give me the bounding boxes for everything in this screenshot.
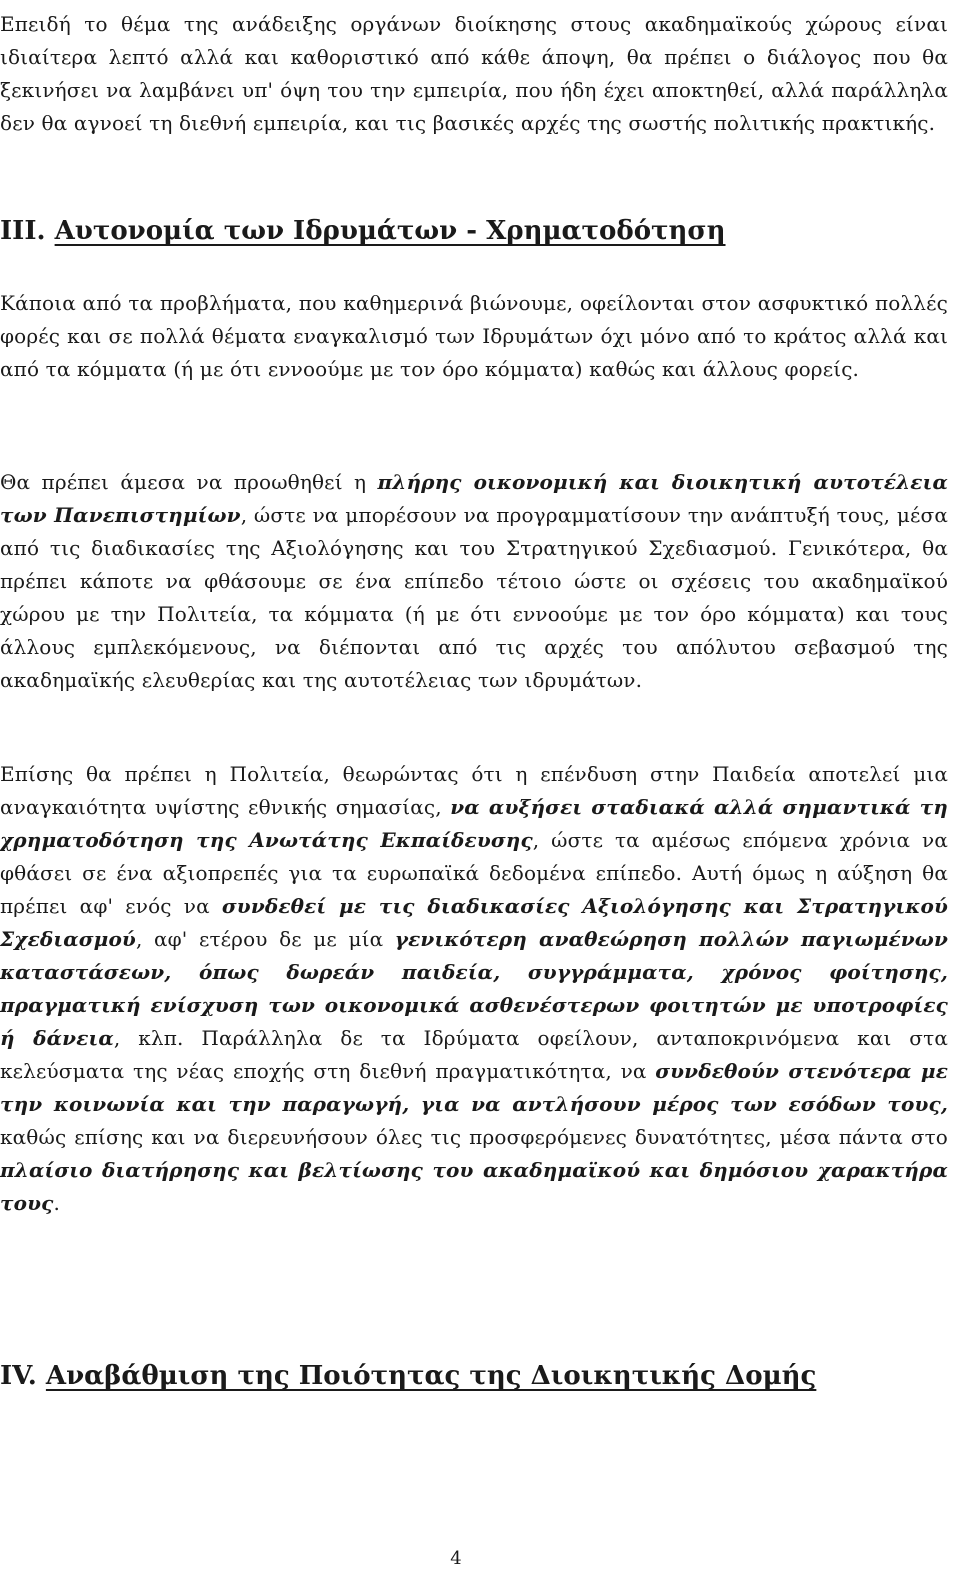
paragraph-text: , αφ' ετέρου δε με μία [135, 927, 395, 951]
paragraph-text: καθώς επίσης και να διερευνήσουν όλες τις προσφερόμενες δυνατότητες, μέσα πάντα στο [0, 1125, 948, 1149]
emphasis-text: πλαίσιο διατήρησης και βελτίωσης του ακαδημαϊκού και δημόσιου χαρακτήρα τους [0, 1158, 948, 1215]
paragraph-text: Θα πρέπει άμεσα να προωθηθεί η [0, 470, 378, 494]
emphasis-text: γενικότερη αναθεώρηση πολλών παγιωμένων καταστάσεων, όπως δωρεάν παιδεία, συγγράμματα, χρόνος φοίτησης, πραγματική ενίσχυση των οικονομικά ασθενέστερων φοιτητών με υποτροφίες ή δάνεια [0, 927, 948, 1050]
section-title: Αυτονομία των Ιδρυμάτων - Χρηματοδότηση [54, 216, 726, 246]
paragraph-text: Κάποια από τα προβλήματα, που καθημερινά βιώνουμε, οφείλονται στον ασφυκτικό πολλές φορές και σε πολλά θέματα εναγκαλισμό των Ιδρυμάτων όχι μόνο από το κράτος αλλά και από τα κόμματα (ή με ότι εννοούμε με τον όρο κόμματα) καθώς και άλλους φορείς. [0, 291, 948, 381]
intro-paragraph [0, 8, 948, 140]
paragraph-text: Επίσης θα πρέπει η Πολιτεία, θεωρώντας ότι η επένδυση στην Παιδεία αποτελεί μια αναγκαιότητα υψίστης εθνικής σημασίας, [0, 762, 948, 819]
emphasis-text: να αυξήσει σταδιακά αλλά σημαντικά τη χρηματοδότηση της Ανωτάτης Εκπαίδευσης [0, 795, 948, 852]
paragraph-interference [0, 287, 948, 386]
section-heading-iv [0, 1359, 816, 1393]
intro-text: Επειδή το θέμα της ανάδειξης οργάνων διοίκησης στους ακαδημαϊκούς χώρους είναι ιδιαίτερα λεπτό αλλά και καθοριστικό από κάθε άποψη, θα πρέπει ο διάλογος που θα ξεκινήσει να λαμβάνει υπ' όψη του την εμπειρία, που ήδη έχει αποκτηθεί, αλλά παράλληλα δεν θα αγνοεί τη διεθνή εμπειρία, και τις βασικές αρχές της σωστής πολιτικής πρακτικής. [0, 12, 948, 135]
paragraph-text: , κλπ. Παράλληλα δε τα Ιδρύματα οφείλουν, ανταποκρινόμενα και στα κελεύσματα της νέας εποχής στη διεθνή πραγματικότητα, να [0, 1026, 948, 1083]
section-title: Αναβάθμιση της Ποιότητας της Διοικητικής Δομής [45, 1361, 817, 1391]
section-number: III. [0, 216, 46, 246]
paragraph-text: . [53, 1191, 60, 1215]
paragraph-autonomy [0, 466, 948, 697]
paragraph-text: , ώστε τα αμέσως επόμενα χρόνια να φθάσει σε ένα αξιοπρεπές για τα ευρωπαϊκά δεδομένα επίπεδο. Αυτή όμως η αύξηση θα πρέπει αφ' ενός να [0, 828, 948, 918]
emphasis-text: συνδεθούν στενότερα με την κοινωνία και την παραγωγή, για να αντλήσουν μέρος των εσόδων τους, [0, 1059, 949, 1116]
paragraph-funding [0, 758, 948, 1220]
emphasis-text: συνδεθεί με τις διαδικασίες Αξιολόγησης και Στρατηγικού Σχεδιασμού [0, 894, 948, 951]
page-number: 4 [450, 1548, 462, 1569]
section-number: IV. [0, 1361, 37, 1391]
emphasis-text: πλήρης οικονομική και διοικητική αυτοτέλεια των Πανεπιστημίων [0, 470, 948, 527]
paragraph-text: , ώστε να μπορέσουν να προγραμματίσουν την ανάπτυξή τους, μέσα από τις διαδικασίες της Αξιολόγησης και του Στρατηγικού Σχεδιασμού. Γενικότερα, θα πρέπει κάποτε να φθάσουμε σε ένα επίπεδο τέτοιο ώστε οι σχέσεις του ακαδημαϊκού χώρου με την Πολιτεία, τα κόμματα (ή με ότι εννοούμε με τον όρο κόμματα) και τους άλλους εμπλεκόμενους, να διέπονται από τις αρχές του απόλυτου σεβασμού της ακαδημαϊκής ελευθερίας και της αυτοτέλειας των ιδρυμάτων. [0, 503, 948, 692]
section-heading-iii [0, 214, 726, 248]
